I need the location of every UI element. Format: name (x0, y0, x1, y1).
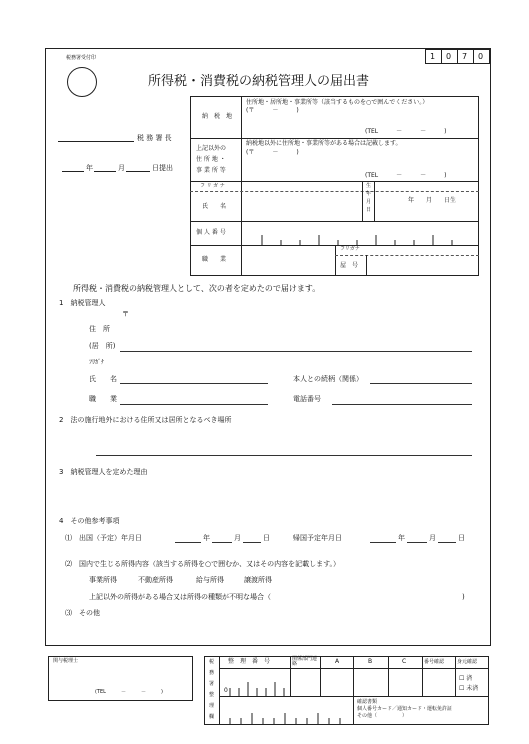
date-day-field[interactable] (126, 171, 150, 172)
doc-other: その他（ ） (357, 713, 408, 719)
income-content-label: ⑵ 国内で生じる所得内容（該当する所得を○で囲むか、又はその内容を記載します。） (65, 560, 341, 568)
office-use-label: 署 (209, 681, 215, 687)
date-year-field[interactable] (62, 171, 84, 172)
identity-check-not-done[interactable]: ☐ 未済 (459, 685, 479, 692)
other-address-field[interactable] (246, 159, 472, 169)
income-type-salary[interactable]: 給与所得 (196, 576, 224, 584)
return-year-field[interactable] (370, 542, 396, 543)
departure-year-label: 年 (203, 534, 210, 542)
form-code-digit: 0 (478, 52, 484, 61)
departure-day-field[interactable] (243, 542, 261, 543)
trade-label: 屋 号 (340, 262, 359, 269)
birth-label: 年 (366, 191, 372, 197)
other-address-label: 上記以外の (196, 145, 227, 152)
section3-heading: 3 納税管理人を定めた理由 (59, 468, 148, 476)
statement: 所得税・消費税の納税管理人として、次の者を定めたので届けます。 (73, 284, 321, 293)
furigana-label: フ リ ガ ナ (200, 183, 225, 189)
return-label: 帰国予定年月日 (293, 534, 342, 542)
office-use-label: 税 (209, 659, 215, 665)
col-number-check: 番号確認 (424, 659, 445, 665)
agent-phone-field[interactable] (332, 404, 472, 405)
date-month-label: 月 (118, 164, 125, 172)
agent-residence-label: (居 所) (89, 342, 116, 350)
date-year-label: 年 (86, 164, 93, 172)
return-day-field[interactable] (438, 542, 456, 543)
address-tel: (TEL － － ) (365, 128, 447, 135)
departure-month-label: 月 (234, 534, 241, 542)
date-month-field[interactable] (94, 171, 116, 172)
agent-furigana-label: ﾌﾘｶﾞﾅ (89, 359, 105, 366)
office-suffix: 税 務 署 長 (137, 134, 172, 142)
address-field[interactable] (246, 117, 472, 127)
return-year-label: 年 (398, 534, 405, 542)
form-code-digit: 1 (430, 52, 436, 61)
mynumber-check-ticks (219, 696, 353, 725)
agent-relation-label: 本人との続柄（関係） (293, 375, 363, 383)
other-address-postal: (〒 － ) (246, 149, 299, 156)
agent-name-label: 氏 名 (89, 375, 117, 383)
reference-leading-digit: 0 (224, 687, 228, 694)
other-income-label: 上記以外の所得がある場合又は所得の種類が不明な場合（ (89, 593, 271, 601)
col-b: B (368, 658, 373, 665)
departure-month-field[interactable] (212, 542, 232, 543)
form-code-digit: 7 (462, 52, 468, 61)
birth-label: 日 (366, 207, 372, 213)
office-use-label: 整 (209, 692, 215, 698)
doc-types: 個人番号カード／通知カード・運転免許証 (357, 706, 453, 712)
office-use-label: 理 (209, 703, 215, 709)
col-c: C (402, 658, 407, 665)
agent-relation-field[interactable] (370, 383, 472, 384)
departure-label: ⑴ 出国（予定）年月日 (65, 534, 142, 542)
other-address-label: 事 業 所 等 (196, 167, 226, 174)
agent-phone-label: 電話番号 (293, 395, 321, 403)
form-code-digit: 0 (446, 52, 452, 61)
office-name-field[interactable] (58, 141, 134, 142)
agent-address-field[interactable] (120, 351, 472, 352)
section4-heading: 4 その他参考事項 (59, 517, 120, 525)
agent-address-label: 住 所 (89, 325, 110, 333)
section2-heading: 2 法の施行地外における住所又は居所となるべき場所 (59, 416, 232, 424)
other-income-field[interactable] (300, 592, 458, 602)
other-address-tel: (TEL － － ) (365, 172, 447, 179)
reference-number-ticks (219, 668, 290, 696)
advisor-tel: (TEL － － ) (95, 689, 163, 695)
other-income-close: ) (462, 593, 465, 601)
agent-occupation-label: 職 業 (89, 395, 117, 403)
return-day-label: 日 (458, 534, 465, 542)
agent-occupation-field[interactable] (120, 404, 268, 405)
col-related-dept: 関係部門連 絡 (292, 656, 323, 667)
occupation-label: 職 業 (202, 256, 227, 263)
col-identity-check: 身元確認 (457, 659, 478, 665)
mynumber-label: 個 人 番 号 (196, 229, 226, 236)
other-address-label: 住 所 地 ・ (196, 156, 226, 163)
agent-postal: 〒 (122, 310, 129, 318)
address-label: 納 税 地 (202, 113, 233, 120)
departure-day-label: 日 (263, 534, 270, 542)
occupation-field[interactable] (245, 249, 331, 273)
other-address-note: 納税地以外に住所地・事業所等がある場合は記載します。 (246, 140, 402, 147)
foreign-address-field[interactable] (96, 455, 472, 456)
departure-year-field[interactable] (175, 542, 201, 543)
office-use-label: 務 (209, 670, 215, 676)
name-field[interactable] (245, 194, 359, 218)
birth-label: 生 (366, 183, 372, 189)
col-a: A (335, 658, 340, 665)
mynumber-ticks (243, 231, 477, 245)
name-label: 氏 名 (202, 203, 227, 210)
stamp-label: 税務署受付印 (66, 55, 97, 61)
return-month-label: 月 (429, 534, 436, 542)
income-type-real-estate[interactable]: 不動産所得 (138, 576, 173, 584)
birth-label: 月 (366, 199, 372, 205)
trade-name-field[interactable] (370, 258, 476, 274)
advisor-field[interactable] (53, 668, 188, 684)
income-type-transfer[interactable]: 譲渡所得 (244, 576, 272, 584)
mynumber-field[interactable] (243, 230, 477, 244)
advisor-label: 関与税理士 (53, 658, 79, 664)
doc-label: 確認書類 (357, 699, 378, 705)
reason-field[interactable] (96, 480, 472, 510)
other-items-label: ⑶ その他 (65, 609, 100, 617)
page-title: 所得税・消費税の納税管理人の届出書 (148, 74, 370, 89)
trade-furigana: フリガナ (340, 246, 360, 252)
date-submit-label: 日提出 (152, 164, 173, 172)
agent-name-field[interactable] (120, 383, 268, 384)
address-postal: (〒 － ) (246, 107, 299, 114)
identity-check-done[interactable]: ☐ 済 (459, 675, 473, 682)
address-note: 住所地・居所地・事業所等（該当するものを○で囲んでください。） (246, 99, 429, 106)
office-use-label: 欄 (209, 714, 215, 720)
section1-heading: 1 納税管理人 (59, 299, 106, 307)
col-reference-number: 整 理 番 号 (228, 658, 271, 665)
stamp-circle (67, 67, 97, 97)
return-month-field[interactable] (407, 542, 427, 543)
birth-fields[interactable]: 年 月 日生 (408, 197, 457, 204)
income-type-business[interactable]: 事業所得 (89, 576, 117, 584)
